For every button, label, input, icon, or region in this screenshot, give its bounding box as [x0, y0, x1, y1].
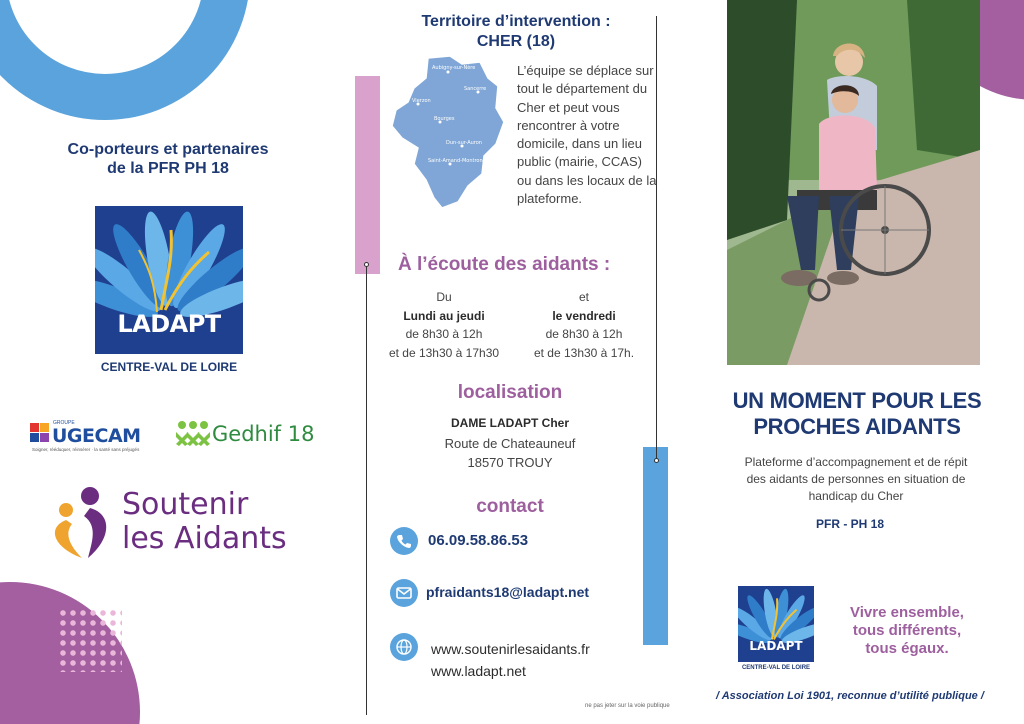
platform-description: Plateforme d’accompagnement et de répit des aidants de personnes en situation de handicap du Cher — [744, 455, 968, 503]
ugecam-squares-icon — [30, 423, 50, 445]
decorative-dot-grid — [58, 608, 122, 672]
schedule-text: de 8h30 à 12h — [545, 327, 623, 341]
cher-department-map — [388, 52, 506, 212]
decorative-blue-ring — [0, 0, 250, 120]
email-icon — [390, 579, 418, 607]
soutenir-les-aidants-logo — [52, 486, 312, 566]
phone-icon — [390, 527, 418, 555]
schedule-text: et de 13h30 à 17h30 — [388, 345, 500, 360]
partners-title-line-1: Co-porteurs et partenaires — [67, 141, 269, 158]
heart-people-icon — [52, 486, 114, 562]
schedule-text: de 8h30 à 12h — [405, 327, 483, 341]
gedhif-people-icon — [176, 420, 210, 446]
website-link-soutenirlesaidants[interactable]: www.soutenirlesaidants.fr — [431, 641, 590, 657]
location-city: 18570 TROUY — [467, 455, 553, 470]
ugecam-group-label: GROUPE — [53, 420, 75, 426]
schedule-text: Du — [436, 290, 452, 304]
territory-title-line-1: Territoire d’intervention : — [421, 13, 611, 30]
schedule-weekdays — [380, 288, 508, 362]
divider-dot-right — [654, 458, 659, 463]
motto — [836, 604, 978, 658]
map-town-label: Bourges — [434, 116, 455, 122]
schedule-text: et — [578, 290, 589, 304]
territory-description: L’équipe se déplace sur tout le département du Cher et peut vous rencontrer à votre domicile, dans un lieu public (mairie, CCAS) ou dans les locaux de la plateforme. — [517, 63, 657, 207]
main-title-line-2: PROCHES AIDANTS — [753, 414, 961, 439]
gedhif-name: Gedhif 18 — [212, 422, 315, 446]
websites — [431, 638, 590, 682]
ladapt-logo — [95, 206, 243, 354]
ugecam-tagline: Soigner, rééduquer, réinsérer · la santé sans préjugés — [32, 447, 140, 452]
schedule-text: et de 13h30 à 17h. — [533, 345, 635, 360]
map-town-label: Dun-sur-Auron — [446, 140, 482, 146]
pfr-label: PFR - PH 18 — [815, 517, 884, 531]
ladapt-logo-text: LADAPT — [117, 310, 221, 338]
footer-note: ne pas jeter sur la voie publique — [585, 703, 670, 709]
listening-hours-title: À l’écoute des aidants : — [398, 254, 611, 275]
photo-illustration — [727, 0, 980, 365]
contact-title: contact — [476, 496, 544, 517]
soutenir-line-2: les Aidants — [122, 521, 287, 556]
location-address — [420, 414, 600, 473]
territory-title-line-2: CHER (18) — [476, 33, 556, 50]
email-address[interactable]: pfraidants18@ladapt.net — [426, 584, 590, 600]
partners-title — [40, 140, 296, 178]
schedule-days: Lundi au jeudi — [403, 308, 485, 323]
location-title: localisation — [457, 382, 563, 403]
website-link-ladapt[interactable]: www.ladapt.net — [431, 663, 526, 679]
map-town-label: Saint-Amand-Montrond — [428, 158, 486, 164]
brochure-main-title — [730, 388, 984, 440]
decorative-blue-bar — [643, 447, 668, 645]
motto-line-1: Vivre ensemble, — [850, 604, 964, 621]
map-icon — [388, 52, 506, 212]
location-street: Route de Chateauneuf — [444, 435, 576, 451]
ugecam-logo — [30, 420, 150, 454]
schedule-days: le vendredi — [552, 308, 616, 323]
caregiver-wheelchair-photo — [727, 0, 980, 365]
map-town-label: Sancerre — [464, 86, 487, 92]
ladapt-logo-small — [738, 586, 814, 662]
location-name: DAME LADAPT Cher — [450, 416, 569, 430]
association-status: / Association Loi 1901, reconnue d’utilité publique / — [716, 690, 984, 702]
map-town-label: Aubigny-sur-Nère — [432, 65, 476, 71]
motto-line-3: tous égaux. — [865, 640, 949, 657]
ladapt-logo-small-subtitle: CENTRE-VAL DE LOIRE — [741, 665, 811, 671]
divider-dot-left — [364, 262, 369, 267]
ladapt-logo-subtitle: CENTRE-VAL DE LOIRE — [100, 360, 238, 374]
ladapt-logo-small-text: LADAPT — [749, 639, 803, 653]
partners-title-line-2: de la PFR PH 18 — [107, 160, 229, 177]
decorative-pink-bar — [355, 76, 380, 274]
globe-icon — [390, 633, 418, 661]
territory-title — [392, 12, 640, 52]
schedule-friday — [524, 288, 644, 362]
divider-line-left — [366, 265, 367, 715]
map-town-label: Vierzon — [412, 98, 431, 104]
ugecam-name: UGECAM — [52, 425, 141, 447]
phone-number[interactable]: 06.09.58.86.53 — [428, 532, 529, 549]
soutenir-line-1: Soutenir — [122, 487, 249, 522]
motto-line-2: tous différents, — [852, 622, 962, 639]
main-title-line-1: UN MOMENT POUR LES — [732, 388, 982, 413]
